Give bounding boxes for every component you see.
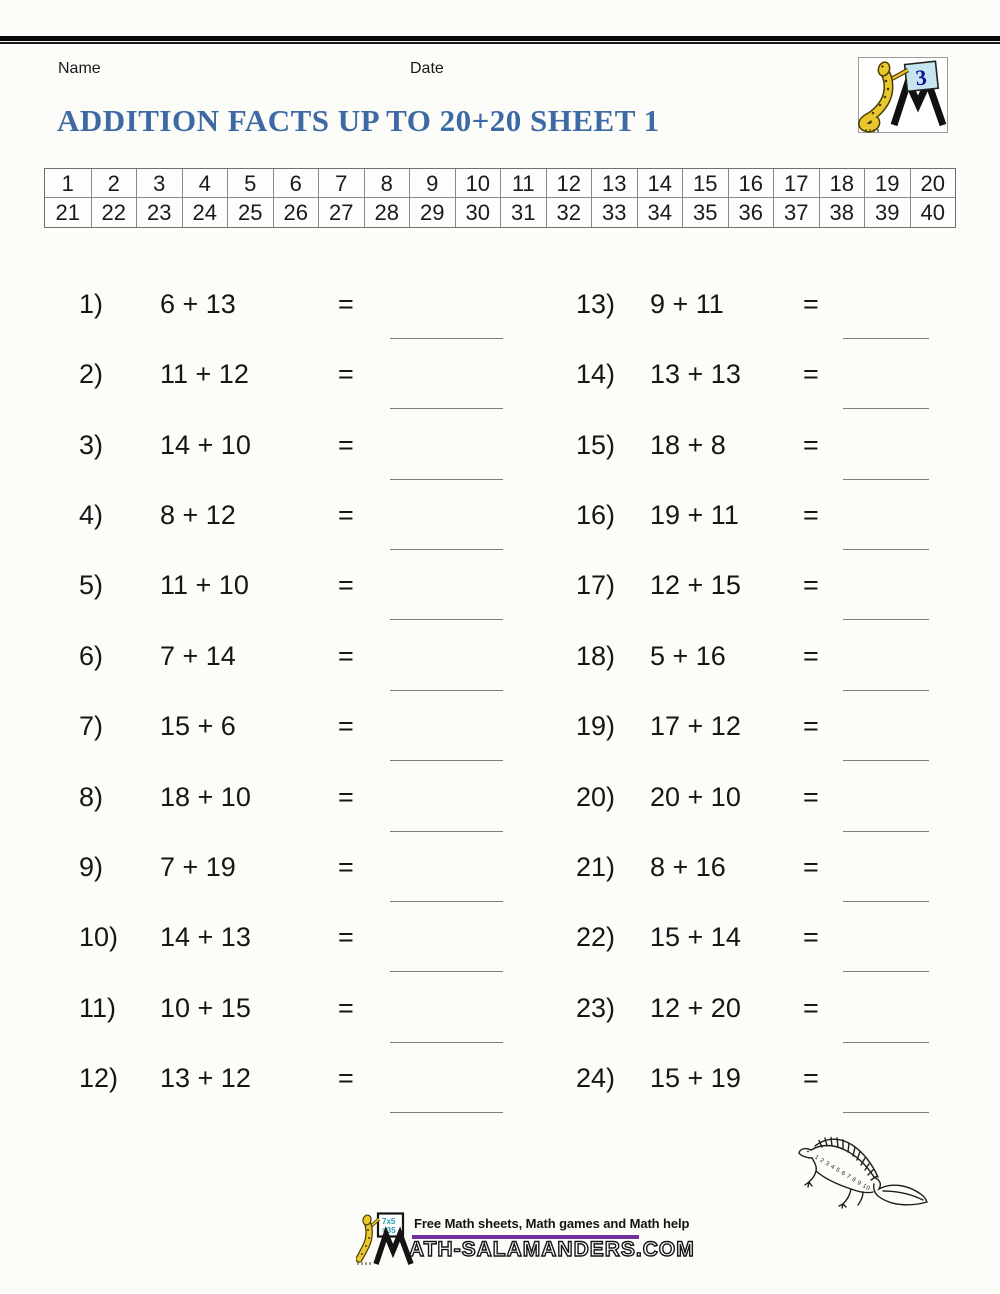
grid-cell: 2 [91,169,137,198]
grid-cell: 30 [455,198,501,227]
problem-number: 19) [576,711,616,742]
problem-number: 14) [576,359,616,390]
grid-cell: 10 [455,169,501,198]
footer-board-line1: 7x5 [382,1217,396,1226]
problem-expression: 20 + 10 [650,781,741,812]
grid-cell: 35 [682,198,728,227]
grid-cell: 21 [55,200,80,225]
problem-number: 24) [576,1062,616,1093]
grid-cell: 25 [227,198,273,227]
problem-number: 7) [79,711,104,742]
grid-cell: 8 [364,169,410,198]
grid-cell: 37 [773,198,819,227]
problem-number: 16) [576,500,616,531]
name-label: Name [58,60,101,77]
problem-expression: 15 + 14 [650,922,741,953]
answer-line[interactable] [843,971,929,972]
equals-sign: = [338,1062,354,1093]
problem-number: 1) [79,289,104,319]
equals-sign: = [803,851,819,882]
sign-number: 3 [914,64,928,91]
grid-cell: 27 [318,198,364,227]
problem-expression: 12 + 20 [650,992,741,1023]
problem-expression: 9 + 11 [650,289,724,319]
equals-sign: = [803,781,819,812]
grid-cell: 33 [591,198,637,227]
footer-m-easel-icon [376,1234,411,1264]
problem-expression: 10 + 15 [160,992,251,1023]
equals-sign: = [338,992,354,1023]
grid-cell: 4 [182,169,228,198]
problem-number: 2) [79,359,104,390]
grid-cell: 38 [819,198,865,227]
grid-cell: 1 [45,169,91,198]
problem-expression: 18 + 8 [650,429,726,460]
problem-expression: 7 + 19 [160,851,236,882]
equals-sign: = [338,922,354,953]
equals-sign: = [338,570,354,601]
answer-line[interactable] [843,1112,929,1113]
answer-line[interactable] [843,479,929,480]
salamander-back-numbers: 1 2 3 4 5 6 7 8 9 10 [813,1154,872,1193]
grid-cell: 14 [637,169,683,198]
problem-number: 23) [576,992,616,1023]
problem-expression: 15 + 19 [650,1062,741,1093]
equals-sign: = [338,851,354,882]
grid-cell: 12 [546,169,592,198]
equals-sign: = [338,711,354,742]
problem-number: 17) [576,570,616,601]
problem-number: 5) [79,570,104,601]
date-label: Date [410,60,444,77]
problem-expression: 7 + 14 [160,640,236,671]
grid-cell: 11 [500,169,546,198]
equals-sign: = [338,359,354,390]
equals-sign: = [338,429,354,460]
equals-sign: = [803,359,819,390]
grid-cell: 15 [682,169,728,198]
answer-line[interactable] [843,619,929,620]
problem-number: 21) [576,851,616,882]
equals-sign: = [803,922,819,953]
problem-expression: 18 + 10 [160,781,251,812]
equals-sign: = [803,1062,819,1093]
answer-line[interactable] [843,549,929,550]
problem-expression: 13 + 12 [160,1062,251,1093]
problem-expression: 13 + 13 [650,359,741,390]
footer-board-line2: =35 [382,1226,396,1235]
equals-sign: = [803,640,819,671]
grid-cell: 26 [273,198,319,227]
problem-number: 15) [576,429,616,460]
grid-cell: 19 [864,169,910,198]
problem-number: 22) [576,922,616,953]
grid-cell: 9 [409,169,455,198]
footer-site-name: ATH-SALAMANDERS.COM [409,1238,695,1261]
grid-cell: 23 [136,198,182,227]
grid-cell: 40 [910,198,956,227]
problem-number: 8) [79,781,104,812]
answer-line[interactable] [843,690,929,691]
problem-number: 9) [79,851,104,882]
answer-line[interactable] [843,338,929,339]
problem-number: 3) [79,429,104,460]
answer-line[interactable] [843,1042,929,1043]
grid-cell: 3 [136,169,182,198]
equals-sign: = [803,711,819,742]
problem-expression: 8 + 16 [650,851,726,882]
grid-cell: 13 [591,169,637,198]
problem-expression: 12 + 15 [650,570,741,601]
problem-expression: 14 + 10 [160,429,251,460]
grid-cell: 34 [637,198,683,227]
equals-sign: = [803,429,819,460]
grid-cell: 22 [91,198,137,227]
problem-expression: 15 + 6 [160,711,236,742]
problem-expression: 11 + 12 [160,359,249,390]
equals-sign: = [338,781,354,812]
page-title: ADDITION FACTS UP TO 20+20 SHEET 1 [57,103,660,138]
answer-line[interactable] [843,831,929,832]
grid-cell: 36 [728,198,774,227]
answer-line[interactable] [843,901,929,902]
problem-number: 12) [79,1062,119,1093]
problem-number: 10) [79,922,119,953]
problem-expression: 8 + 12 [160,500,236,531]
grid-cell: 5 [227,169,273,198]
equals-sign: = [338,500,354,531]
equals-sign: = [803,500,819,531]
grid-cell: 16 [728,169,774,198]
problem-expression: 11 + 10 [160,570,249,601]
grid-cell: 24 [182,198,228,227]
problem-number: 18) [576,640,616,671]
equals-sign: = [803,570,819,601]
footer-tagline: Free Math sheets, Math games and Math help [414,1216,690,1231]
problem-expression: 5 + 16 [650,640,726,671]
problem-expression: 19 + 11 [650,500,739,531]
answer-line[interactable] [843,408,929,409]
problem-expression: 14 + 13 [160,922,251,953]
grid-cell: 39 [864,198,910,227]
problem-expression: 6 + 13 [160,289,236,319]
equals-sign: = [338,289,354,319]
equals-sign: = [803,992,819,1023]
problem-number: 4) [79,500,104,531]
problem-expression: 17 + 12 [650,711,741,742]
grid-cell: 20 [910,169,956,198]
problem-number: 13) [576,289,616,319]
grid-cell: 29 [409,198,455,227]
equals-sign: = [338,640,354,671]
footer-logo [356,1212,416,1271]
problem-number: 6) [79,640,104,671]
grid-cell: 18 [819,169,865,198]
grid-cell: 7 [318,169,364,198]
problem-number: 11) [79,992,117,1023]
equals-sign: = [803,289,819,319]
grid-cell: 28 [364,198,410,227]
grid-cell: 32 [546,198,592,227]
grid-cell: 6 [273,169,319,198]
counting-salamander-icon [795,1120,935,1220]
grid-cell: 31 [500,198,546,227]
answer-line[interactable] [843,760,929,761]
grid-cell: 17 [773,169,819,198]
problem-number: 20) [576,781,616,812]
